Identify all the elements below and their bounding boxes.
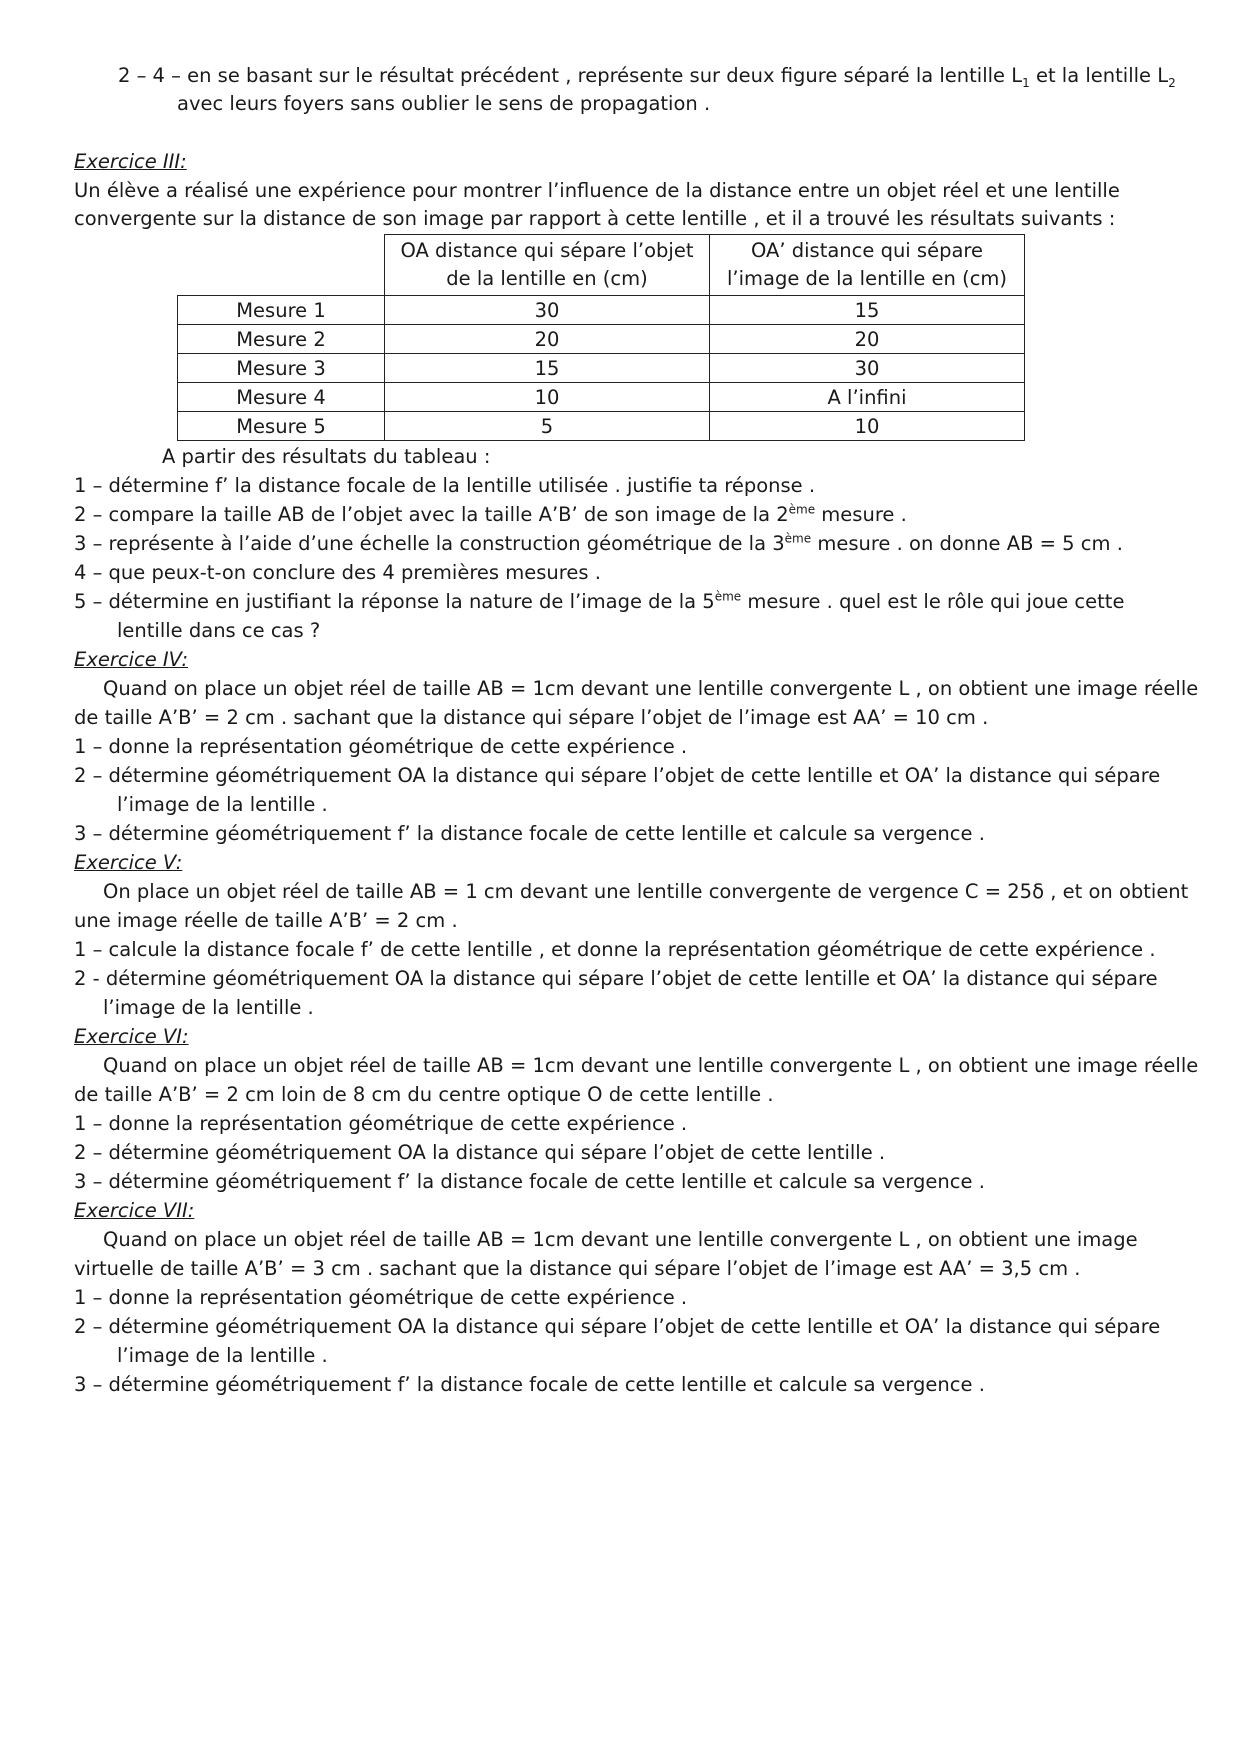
table-row [178, 383, 1025, 412]
exercise-5-question-1: 1 – calcule la distance focale f’ de cette lentille , et donne la représentation géométrique de cette expérience . [74, 938, 1156, 961]
exercise-3-question-5-line2: lentille dans ce cas ? [117, 619, 321, 642]
table-row [178, 354, 1025, 383]
exercise-6-intro-line2: de taille A’B’ = 2 cm loin de 8 cm du centre optique O de cette lentille . [74, 1083, 774, 1106]
exercise-4-question-2-line2: l’image de la lentille . [117, 793, 328, 816]
column-header-oa-prime: OA’ distance qui sépare l’image de la lentille en (cm) [710, 235, 1025, 296]
exercise-3-question-4: 4 – que peux-t-on conclure des 4 premières mesures . [74, 561, 601, 584]
cell-oa: 10 [385, 383, 710, 412]
results-table [177, 234, 1025, 441]
cell-oa-prime: 10 [710, 412, 1025, 441]
cell-oa-prime: 30 [710, 354, 1025, 383]
exercise-6-intro-line1: Quand on place un objet réel de taille AB = 1cm devant une lentille convergente L , on obtient une image réelle [103, 1054, 1199, 1077]
exercise-3-question-2: 2 – compare la taille AB de l’objet avec la taille A’B’ de son image de la 2ème mesure . [74, 502, 907, 526]
row-label: Mesure 1 [178, 296, 385, 325]
cell-oa: 20 [385, 325, 710, 354]
cell-oa-prime: A l’infini [710, 383, 1025, 412]
cell-oa-prime: 15 [710, 296, 1025, 325]
exercise-7-question-1: 1 – donne la représentation géométrique de cette expérience . [74, 1286, 688, 1309]
exercise-7-intro-line1: Quand on place un objet réel de taille AB = 1cm devant une lentille convergente L , on obtient une image [103, 1228, 1138, 1251]
question-2-4-line2: avec leurs foyers sans oublier le sens de propagation . [177, 92, 711, 115]
column-header-oa: OA distance qui sépare l’objet de la lentille en (cm) [385, 235, 710, 296]
row-label: Mesure 3 [178, 354, 385, 383]
exercise-4-question-2: 2 – détermine géométriquement OA la distance qui sépare l’objet de cette lentille et OA’ la distance qui sépare [74, 764, 1161, 787]
exercise-7-title: Exercice VII: [74, 1199, 195, 1222]
table-corner [178, 235, 385, 296]
cell-oa: 30 [385, 296, 710, 325]
row-label: Mesure 4 [178, 383, 385, 412]
exercise-4-question-1: 1 – donne la représentation géométrique de cette expérience . [74, 735, 688, 758]
exercise-3-question-1: 1 – détermine f’ la distance focale de la lentille utilisée . justifie ta réponse . [74, 474, 816, 497]
exercise-5-title: Exercice V: [74, 851, 183, 874]
cell-oa-prime: 20 [710, 325, 1025, 354]
exercise-4-intro-line2: de taille A’B’ = 2 cm . sachant que la distance qui sépare l’objet de l’image est AA’ = 10 cm . [74, 706, 989, 729]
exercise-3-intro-line1: Un élève a réalisé une expérience pour montrer l’influence de la distance entre un objet réel et une lentille [74, 179, 1120, 202]
exercise-4-title: Exercice IV: [74, 648, 189, 671]
exercise-7-question-3: 3 – détermine géométriquement f’ la distance focale de cette lentille et calcule sa vergence . [74, 1373, 985, 1396]
exercise-6-title: Exercice VI: [74, 1025, 189, 1048]
question-2-4: 2 – 4 – en se basant sur le résultat précédent , représente sur deux figure séparé la lentille $L_1$ et la lentille $L_2$ [118, 64, 1176, 90]
exercise-7-intro-line2: virtuelle de taille A’B’ = 3 cm . sachant que la distance qui sépare l’objet de l’image est AA’ = 3,5 cm . [74, 1257, 1081, 1280]
exercise-6-question-2: 2 – détermine géométriquement OA la distance qui sépare l’objet de cette lentille . [74, 1141, 886, 1164]
row-label: Mesure 5 [178, 412, 385, 441]
cell-oa: 5 [385, 412, 710, 441]
exercise-5-question-2-line2: l’image de la lentille . [103, 996, 314, 1019]
exercise-5-question-2: 2 - détermine géométriquement OA la distance qui sépare l’objet de cette lentille et OA’ la distance qui sépare [74, 967, 1158, 990]
table-row [178, 412, 1025, 441]
cell-oa: 15 [385, 354, 710, 383]
exercise-4-intro-line1: Quand on place un objet réel de taille AB = 1cm devant une lentille convergente L , on obtient une image réelle [103, 677, 1199, 700]
exercise-3-title: Exercice III: [74, 150, 187, 173]
exercise-3-after-table: A partir des résultats du tableau : [162, 445, 491, 468]
exercise-4-question-3: 3 – détermine géométriquement f’ la distance focale de cette lentille et calcule sa vergence . [74, 822, 985, 845]
row-label: Mesure 2 [178, 325, 385, 354]
exercise-7-question-2-line2: l’image de la lentille . [117, 1344, 328, 1367]
exercise-6-question-1: 1 – donne la représentation géométrique de cette expérience . [74, 1112, 688, 1135]
exercise-5-intro-line2: une image réelle de taille A’B’ = 2 cm . [74, 909, 458, 932]
exercise-3-question-5: 5 – détermine en justifiant la réponse la nature de l’image de la 5ème mesure . quel est le rôle qui joue cette [74, 589, 1125, 613]
exercise-5-intro-line1: On place un objet réel de taille AB = 1 cm devant une lentille convergente de vergence C = 25δ , et on obtient [103, 880, 1189, 903]
exercise-7-question-2: 2 – détermine géométriquement OA la distance qui sépare l’objet de cette lentille et OA’ la distance qui sépare [74, 1315, 1161, 1338]
exercise-6-question-3: 3 – détermine géométriquement f’ la distance focale de cette lentille et calcule sa vergence . [74, 1170, 985, 1193]
table-row [178, 325, 1025, 354]
table-header-row [178, 235, 1025, 296]
exercise-3-intro-line2: convergente sur la distance de son image par rapport à cette lentille , et il a trouvé les résultats suivants : [74, 207, 1116, 230]
table-row [178, 296, 1025, 325]
exercise-3-question-3: 3 – représente à l’aide d’une échelle la construction géométrique de la 3ème mesure . on donne AB = 5 cm . [74, 531, 1123, 555]
